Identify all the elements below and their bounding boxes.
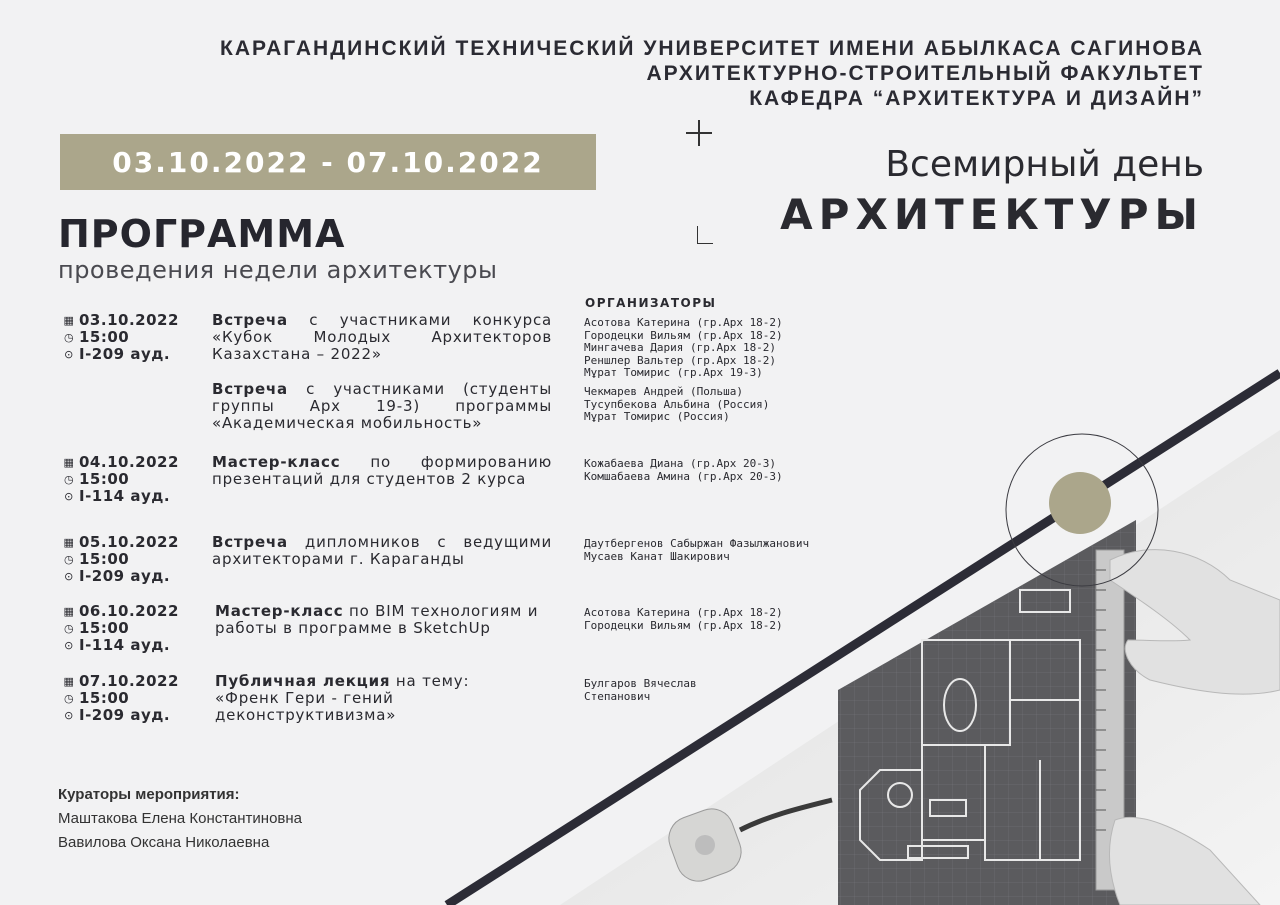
event-3-organizers <box>584 538 809 563</box>
event-room: I-209 ауд. <box>79 345 171 363</box>
header-faculty: АРХИТЕКТУРНО-СТРОИТЕЛЬНЫЙ ФАКУЛЬТЕТ <box>646 62 1204 85</box>
event-1-item-1: Встреча с участниками конкурса «Кубок Молодых Архитекторов Казахстана – 2022» <box>212 311 552 363</box>
event-4-organizers <box>584 607 783 632</box>
page-subtitle: проведения недели архитектуры <box>58 256 498 284</box>
event-2-organizers <box>584 458 783 483</box>
event-time: 15:00 <box>79 328 130 346</box>
location-pin-icon: ⊙ <box>64 348 74 361</box>
event-1-meta <box>62 312 179 363</box>
event-room: I-114 ауд. <box>79 636 171 654</box>
curator-name: Вавилова Оксана Николаевна <box>58 834 270 851</box>
event-1-organizers-a <box>584 317 783 380</box>
location-pin-icon: ⊙ <box>64 639 74 652</box>
organizer: Городецки Вильям (гр.Арх 18-2) <box>584 618 783 632</box>
event-2-item-1: Мастер-класс по формированию презентаций для студентов 2 курса <box>212 453 552 488</box>
clock-icon: ◷ <box>63 331 75 344</box>
event-time: 15:00 <box>79 550 130 568</box>
organizer: Асотова Катерина (гр.Арх 18-2) <box>584 606 783 619</box>
organizer: Мингачева Дария (гр.Арх 18-2) <box>584 341 777 354</box>
clock-icon: ◷ <box>63 553 75 566</box>
clock-icon: ◷ <box>63 692 75 705</box>
event-date: 05.10.2022 <box>79 533 179 551</box>
organizer: Степанович <box>584 689 651 703</box>
location-pin-icon: ⊙ <box>64 709 74 722</box>
page-title: ПРОГРАММА <box>58 212 346 256</box>
event-room: I-114 ауд. <box>79 487 171 505</box>
location-pin-icon: ⊙ <box>64 490 74 503</box>
event-date: 04.10.2022 <box>79 453 179 471</box>
location-pin-icon: ⊙ <box>64 570 74 583</box>
header-department: КАФЕДРА “АРХИТЕКТУРА И ДИЗАЙН” <box>749 87 1204 110</box>
event-5-item-1: Публичная лекция на тему: «Френк Гери - гений деконструктивизма» <box>215 672 470 724</box>
header-university: КАРАГАНДИНСКИЙ ТЕХНИЧЕСКИЙ УНИВЕРСИТЕТ ИМЕНИ АБЫЛКАСА САГИНОВА <box>220 37 1204 60</box>
organizers-heading: ОРГАНИЗАТОРЫ <box>585 296 717 310</box>
date-range-banner: 03.10.2022 - 07.10.2022 <box>60 134 596 190</box>
calendar-icon: ▦ <box>63 675 75 688</box>
event-time: 15:00 <box>79 619 130 637</box>
curator-name: Маштакова Елена Константиновна <box>58 810 303 827</box>
curators-block <box>58 783 302 855</box>
event-1-organizers-b <box>584 386 769 424</box>
accent-circle <box>1049 472 1111 534</box>
event-5-meta <box>62 673 179 724</box>
curators-heading: Кураторы мероприятия: <box>58 786 240 803</box>
calendar-icon: ▦ <box>63 456 75 469</box>
organizer: Мусаев Канат Шакирович <box>584 549 730 563</box>
event-1-item-2: Встреча с участниками (студенты группы Арх 19-3) программы «Академическая мобильность» <box>212 380 552 432</box>
event-room: I-209 ауд. <box>79 706 171 724</box>
organizer: Мұрат Томирис (Россия) <box>584 410 730 423</box>
calendar-icon: ▦ <box>63 605 75 618</box>
event-date: 07.10.2022 <box>79 672 179 690</box>
event-room: I-209 ауд. <box>79 567 171 585</box>
event-time: 15:00 <box>79 470 130 488</box>
corner-mark-icon <box>697 226 713 244</box>
organizer: Комшабаева Амина (гр.Арх 20-3) <box>584 469 783 483</box>
event-date: 03.10.2022 <box>79 311 179 329</box>
organizer: Даутбергенов Сабыржан Фазылжанович <box>584 537 810 550</box>
plus-mark-icon <box>686 120 712 146</box>
organizer: Чекмарев Андрей (Польша) <box>584 385 743 398</box>
event-2-meta <box>62 454 179 505</box>
clock-icon: ◷ <box>63 622 75 635</box>
event-3-meta <box>62 534 179 585</box>
university-header <box>220 36 1204 111</box>
organizer: Асотова Катерина (гр.Арх 18-2) <box>584 316 783 329</box>
event-5-organizers <box>584 678 697 703</box>
event-4-item-1: Мастер-класс по BIM технологиям и работы в программе в SketchUp <box>215 602 539 637</box>
event-date: 06.10.2022 <box>79 602 179 620</box>
event-3-item-1: Встреча дипломников с ведущими архитекторами г. Караганды <box>212 533 552 568</box>
organizer: Кожабаева Диана (гр.Арх 20-3) <box>584 457 777 470</box>
organizer: Реншлер Вальтер (гр.Арх 18-2) <box>584 353 777 367</box>
clock-icon: ◷ <box>63 473 75 486</box>
world-day-architecture: АРХИТЕКТУРЫ <box>780 190 1204 239</box>
event-4-meta <box>62 603 179 654</box>
organizer: Городецки Вильям (гр.Арх 18-2) <box>584 328 783 342</box>
calendar-icon: ▦ <box>63 314 75 327</box>
organizer: Мұрат Томирис (гр.Арх 19-3) <box>584 366 763 379</box>
event-time: 15:00 <box>79 689 130 707</box>
organizer: Тусупбекова Альбина (Россия) <box>584 397 770 411</box>
calendar-icon: ▦ <box>63 536 75 549</box>
organizer: Булгаров Вячеслав <box>584 677 697 690</box>
world-day-title: Всемирный день <box>885 144 1204 185</box>
